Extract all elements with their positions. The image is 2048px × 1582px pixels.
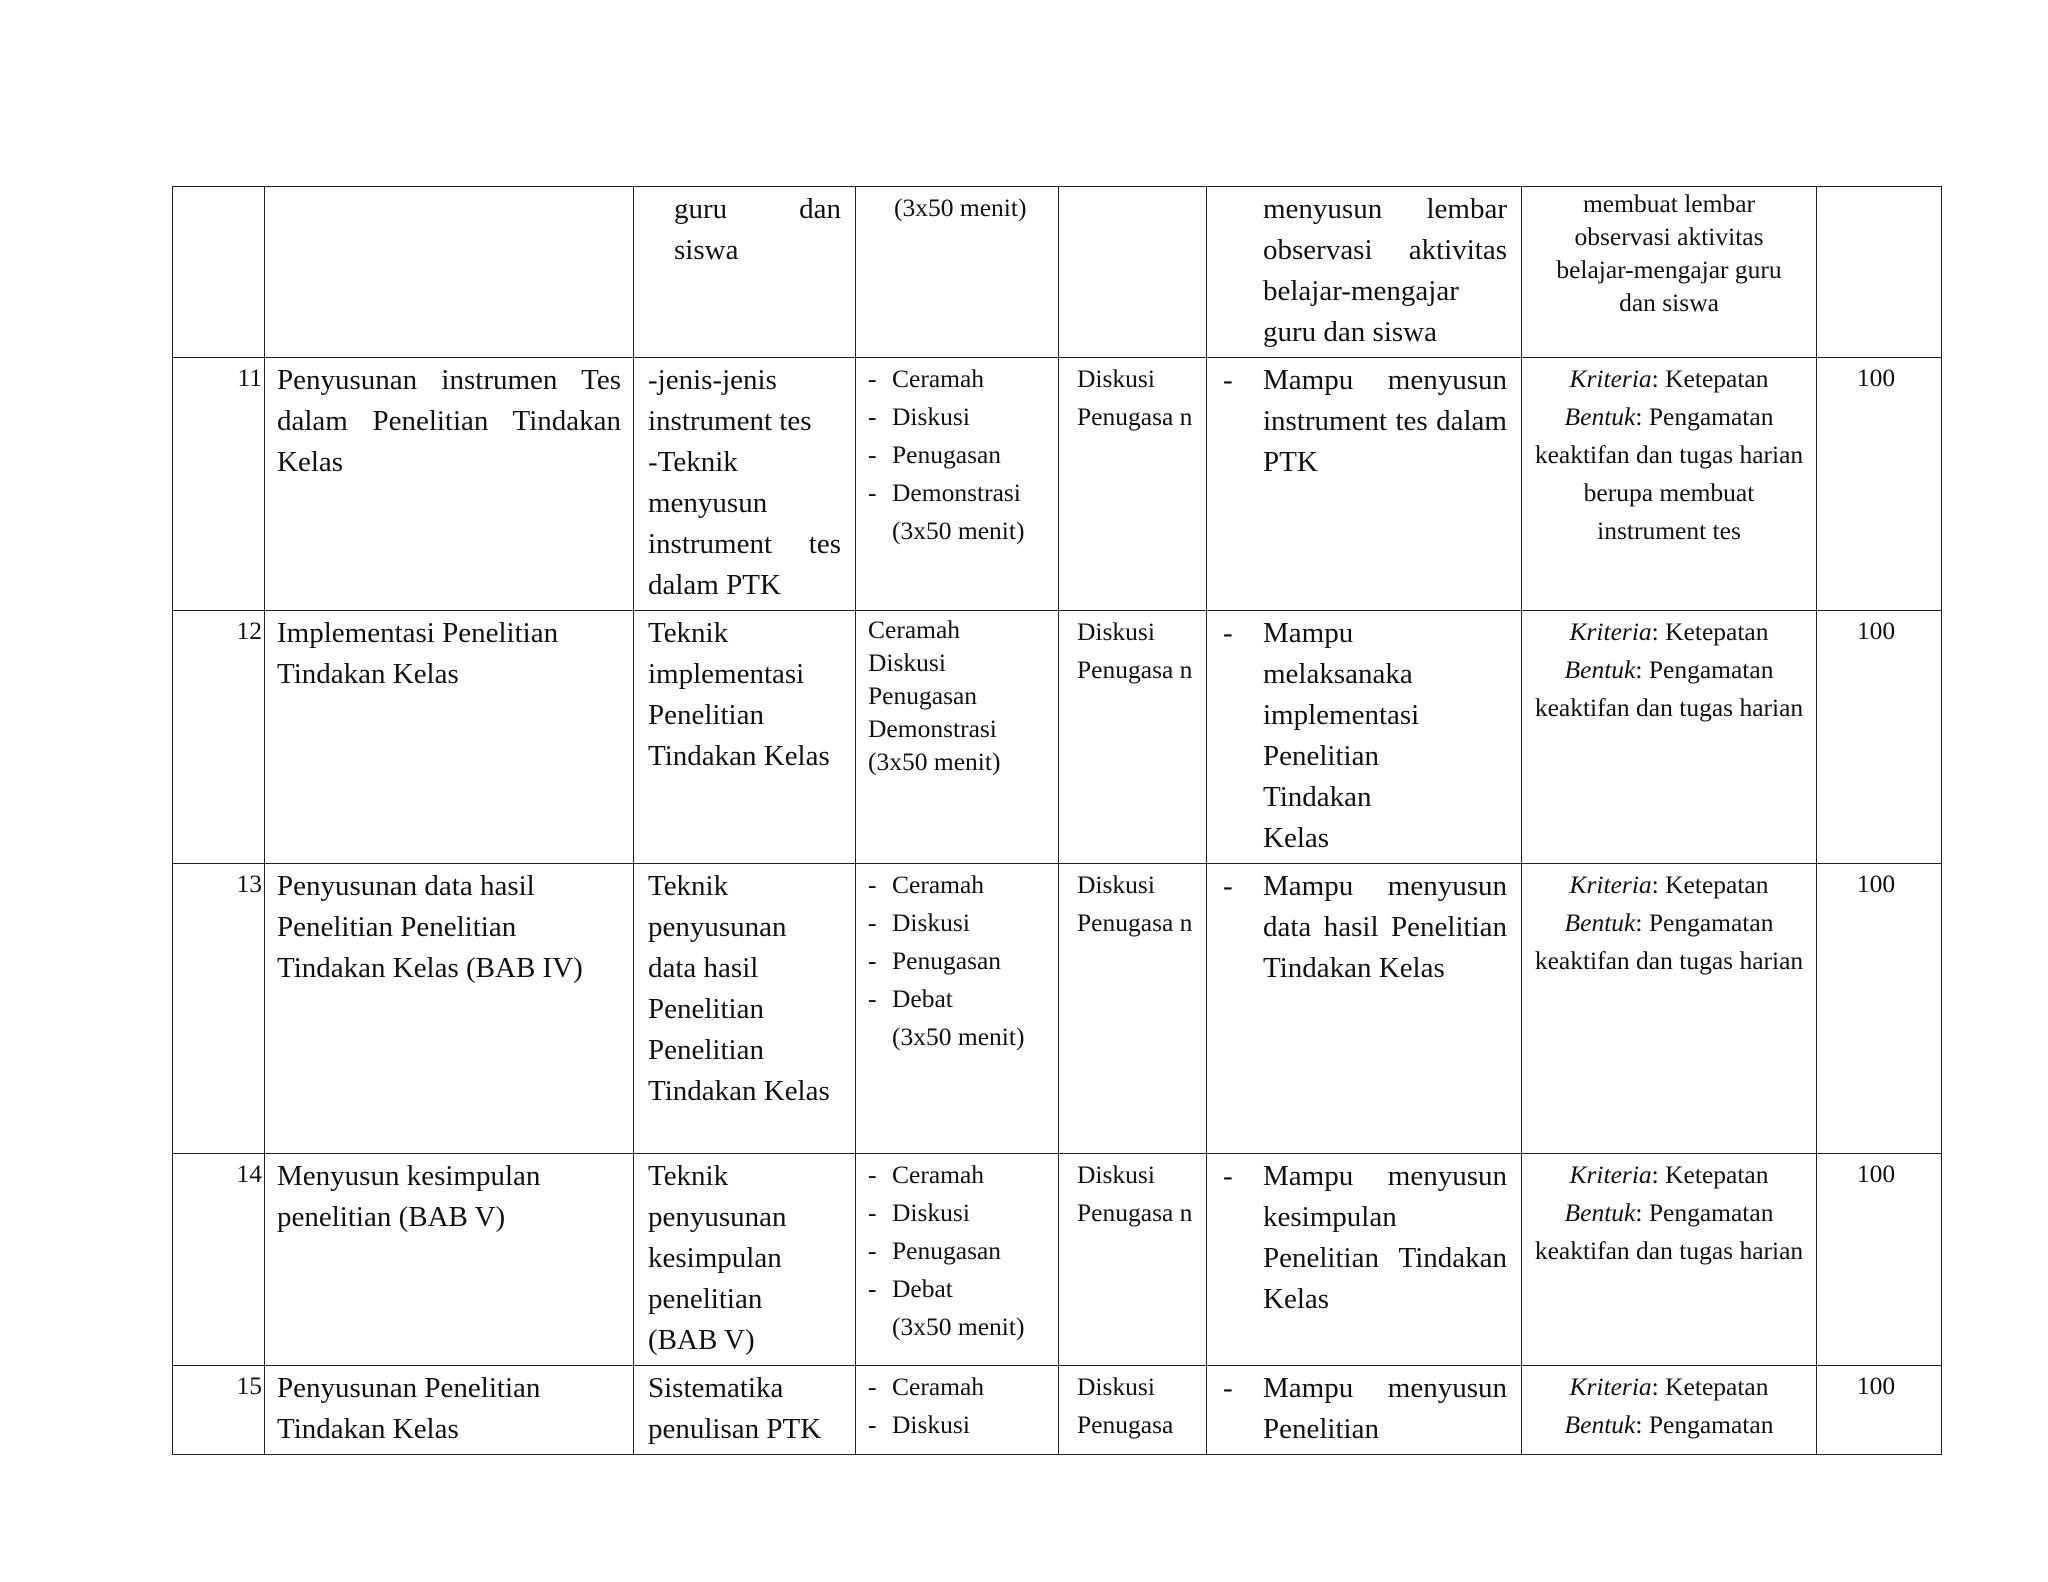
- method-cell: [856, 187, 1059, 358]
- assessment-cell: Kriteria: Ketepatan Bentuk: Pengamatan keaktifan dan tugas harian berupa membuat instrument tes: [1522, 358, 1817, 611]
- material-line: guru dan: [674, 193, 841, 225]
- row-number-cell: 15: [173, 1366, 265, 1455]
- list-item: Ceramah: [868, 615, 961, 644]
- table-row: [173, 187, 1942, 358]
- method-cell: [856, 1154, 1059, 1366]
- method-duration: (3x50 menit): [892, 1022, 1025, 1051]
- material-cell: Sistematika penulisan PTK: [634, 1366, 856, 1455]
- outcome-text: Mampu menyusun kesimpulan Penelitian Tindakan Kelas: [1263, 1160, 1507, 1315]
- list-item: - Diskusi: [868, 1198, 970, 1227]
- method-duration: (3x50 menit): [892, 1312, 1025, 1341]
- material-cell: [634, 187, 856, 358]
- assignment-cell: Diskusi Penugasa n: [1059, 1154, 1207, 1366]
- outcome-text: Mampu menyusun Penelitian: [1263, 1372, 1507, 1445]
- material-cell: Teknik implementasi Penelitian Tindakan Kelas: [634, 611, 856, 864]
- weight-cell: 100: [1817, 1154, 1942, 1366]
- list-item: - Penugasan: [868, 440, 1002, 469]
- list-item: - Debat: [868, 1274, 953, 1303]
- list-item: - Debat: [868, 984, 953, 1013]
- assignment-cell: [1059, 187, 1207, 358]
- topic-cell: Penyusunan Penelitian Tindakan Kelas: [265, 1366, 634, 1455]
- row-number-cell: 11: [173, 358, 265, 611]
- material-line: -Teknik menyusun instrument tes dalam PTK: [648, 446, 841, 601]
- list-item: Penugasan: [868, 681, 978, 710]
- list-item: Diskusi: [868, 648, 946, 677]
- assessment-cell: Kriteria: Ketepatan Bentuk: Pengamatan keaktifan dan tugas harian: [1522, 1154, 1817, 1366]
- assignment-cell: Diskusi Penugasa n: [1059, 864, 1207, 1154]
- assignment-cell: Diskusi Penugasa: [1059, 1366, 1207, 1455]
- row-number-cell: 12: [173, 611, 265, 864]
- weight-cell: 100: [1817, 358, 1942, 611]
- list-item: - Diskusi: [868, 402, 970, 431]
- outcome-cell: - Mampu menyusun kesimpulan Penelitian Tindakan Kelas: [1207, 1154, 1522, 1366]
- topic-cell: Penyusunan data hasil Penelitian Penelitian Tindakan Kelas (BAB IV): [265, 864, 634, 1154]
- assessment-text: membuat lembar observasi aktivitas belajar-mengajar guru dan siswa: [1556, 189, 1782, 317]
- outcome-cell: [1207, 187, 1522, 358]
- weight-cell: 100: [1817, 1366, 1942, 1455]
- method-list: [868, 1368, 1050, 1444]
- row-number-cell: [173, 187, 265, 358]
- topic-cell: Penyusunan instrumen Tes dalam Penelitian Tindakan Kelas: [265, 358, 634, 611]
- topic-cell: [265, 187, 634, 358]
- table-row: [173, 611, 1942, 864]
- method-cell: [856, 864, 1059, 1154]
- topic-cell: Menyusun kesimpulan penelitian (BAB V): [265, 1154, 634, 1366]
- outcome-cell: - Mampu menyusun instrument tes dalam PTK: [1207, 358, 1522, 611]
- method-list: [868, 866, 1050, 1018]
- outcome-cell: - Mampu menyusun Penelitian: [1207, 1366, 1522, 1455]
- method-duration: (3x50 menit): [894, 193, 1027, 222]
- row-number-cell: 14: [173, 1154, 265, 1366]
- list-item: - Ceramah: [868, 364, 985, 393]
- list-item: - Penugasan: [868, 1236, 1002, 1265]
- list-item: - Diskusi: [868, 1410, 970, 1439]
- weight-cell: 100: [1817, 611, 1942, 864]
- table-row: [173, 1366, 1942, 1455]
- list-item: - Diskusi: [868, 908, 970, 937]
- weight-cell: 100: [1817, 864, 1942, 1154]
- method-cell: [856, 358, 1059, 611]
- method-list: [868, 360, 1050, 512]
- assignment-cell: Diskusi Penugasa n: [1059, 611, 1207, 864]
- list-item: - Ceramah: [868, 1372, 985, 1401]
- outcome-text: menyusun lembar observasi aktivitas belajar-mengajar guru dan siswa: [1263, 193, 1507, 348]
- method-cell: [856, 611, 1059, 864]
- material-cell: Teknik penyusunan kesimpulan penelitian (BAB V): [634, 1154, 856, 1366]
- material-line: siswa: [674, 234, 739, 266]
- list-item: - Penugasan: [868, 946, 1002, 975]
- outcome-cell: - Mampu melaksanaka implementasi Penelitian Tindakan Kelas: [1207, 611, 1522, 864]
- row-number-cell: 13: [173, 864, 265, 1154]
- outcome-cell: - Mampu menyusun data hasil Penelitian Tindakan Kelas: [1207, 864, 1522, 1154]
- list-item: - Ceramah: [868, 1160, 985, 1189]
- material-cell: [634, 358, 856, 611]
- topic-cell: Implementasi Penelitian Tindakan Kelas: [265, 611, 634, 864]
- table-row: [173, 1154, 1942, 1366]
- method-list: [868, 1156, 1050, 1308]
- material-line: -jenis-jenis instrument tes: [648, 364, 812, 437]
- method-duration: (3x50 menit): [868, 747, 1001, 776]
- assessment-cell: Kriteria: Ketepatan Bentuk: Pengamatan keaktifan dan tugas harian: [1522, 864, 1817, 1154]
- course-plan-table: [172, 186, 1942, 1455]
- assessment-cell: Kriteria: Ketepatan Bentuk: Pengamatan keaktifan dan tugas harian: [1522, 611, 1817, 864]
- assignment-cell: Diskusi Penugasa n: [1059, 358, 1207, 611]
- table-row: [173, 358, 1942, 611]
- material-cell: Teknik penyusunan data hasil Penelitian Penelitian Tindakan Kelas: [634, 864, 856, 1154]
- assessment-cell: [1522, 187, 1817, 358]
- weight-cell: [1817, 187, 1942, 358]
- method-duration: (3x50 menit): [892, 516, 1025, 545]
- outcome-text: Mampu melaksanaka implementasi Penelitian Tindakan Kelas: [1263, 617, 1420, 854]
- method-cell: [856, 1366, 1059, 1455]
- assessment-cell: Kriteria: Ketepatan Bentuk: Pengamatan: [1522, 1366, 1817, 1455]
- table-row: [173, 864, 1942, 1154]
- list-item: - Demonstrasi: [868, 478, 1021, 507]
- list-item: - Ceramah: [868, 870, 985, 899]
- outcome-text: Mampu menyusun instrument tes dalam PTK: [1263, 364, 1507, 478]
- list-item: Demonstrasi: [868, 714, 997, 743]
- outcome-text: Mampu menyusun data hasil Penelitian Tindakan Kelas: [1263, 870, 1507, 984]
